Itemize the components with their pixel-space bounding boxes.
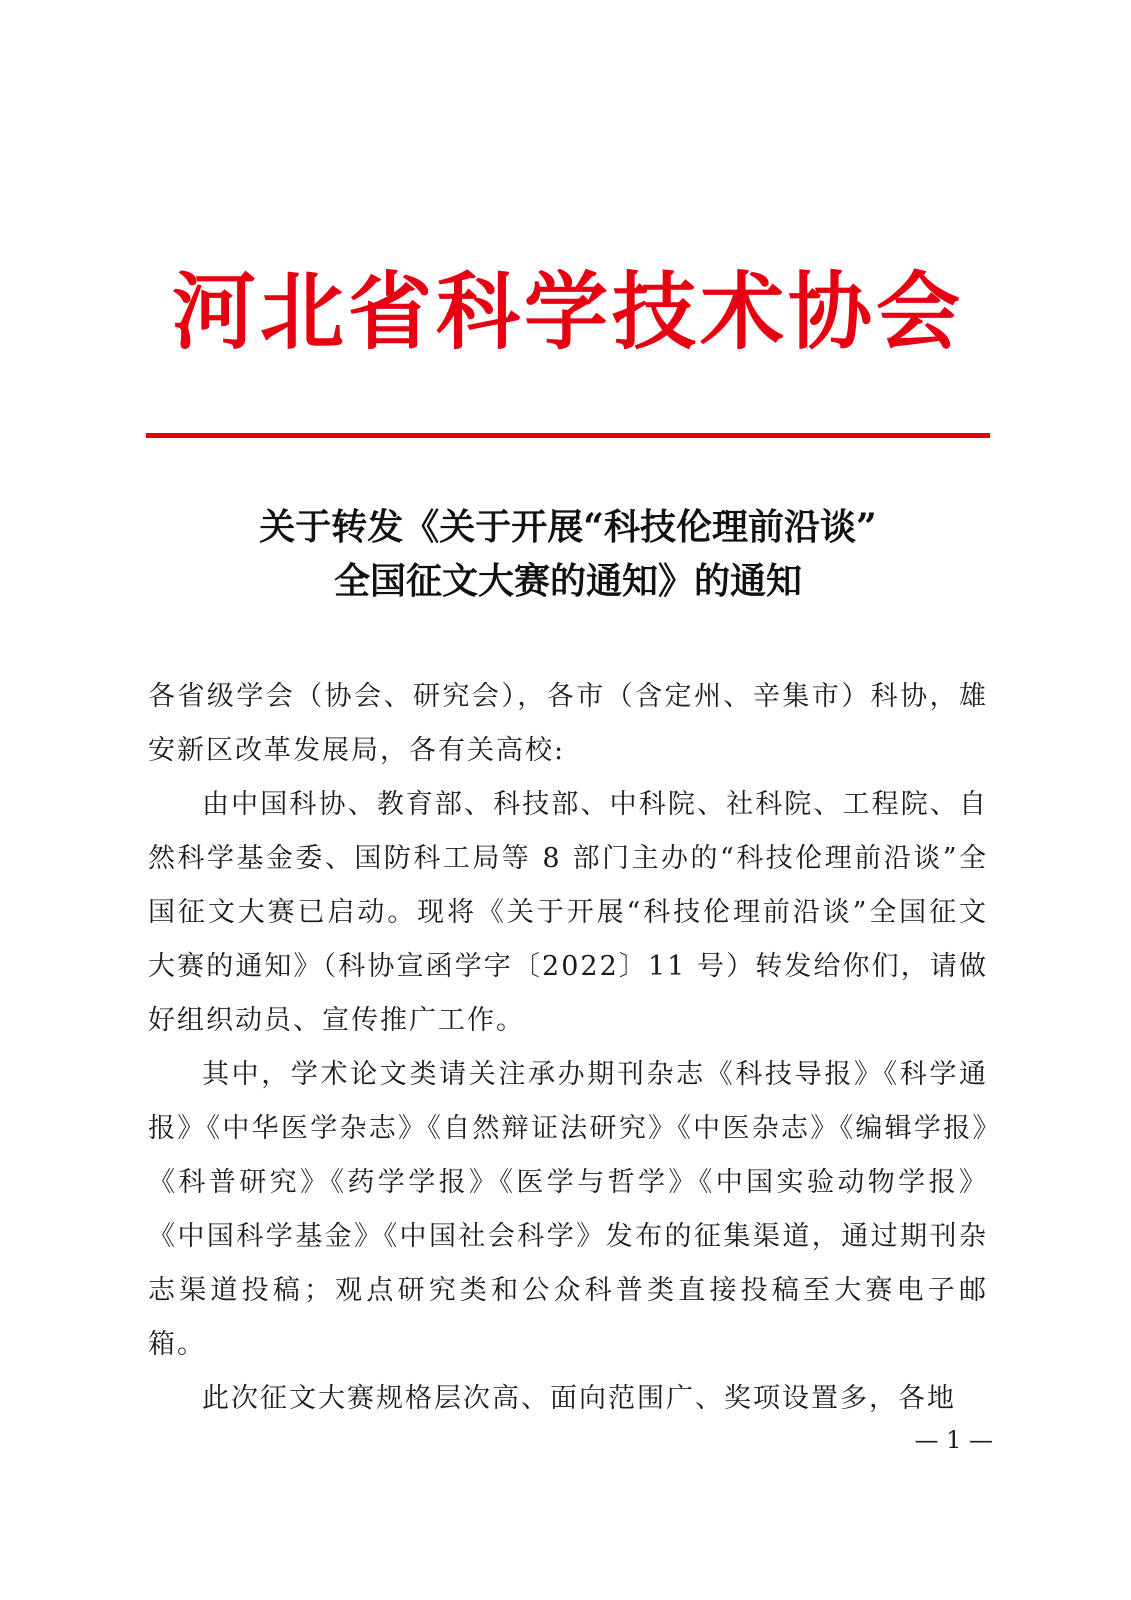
body-paragraph-1: 由中国科协、教育部、科技部、中科院、社科院、工程院、自然科学基金委、国防科工局等 8 部门主办的“科技伦理前沿谈”全国征文大赛已启动。现将《关于开展“科技伦理前沿谈”全国征文大赛的通知》（科协宣函学字〔2022〕11 号）转发给你们，请做好组织动员、宣传推广工作。: [148, 789, 988, 1036]
red-header-rule: [146, 433, 990, 438]
body-paragraph-2: 其中，学术论文类请关注承办期刊杂志《科技导报》《科学通报》《中华医学杂志》《自然辩证法研究》《中医杂志》《编辑学报》《科普研究》《药学学报》《医学与哲学》《中国实验动物学报》《中国科学基金》《中国社会科学》发布的征集渠道，通过期刊杂志渠道投稿；观点研究类和公众科普类直接投稿至大赛电子邮箱。: [148, 1059, 988, 1360]
document-title-line-2: 全国征文大赛的通知》的通知: [333, 560, 802, 602]
document-title: [146, 500, 990, 608]
body-paragraph-3: 此次征文大赛规格层次高、面向范围广、奖项设置多，各地: [202, 1383, 956, 1414]
salutation: 各省级学会（协会、研究会），各市（含定州、辛集市）科协，雄安新区改革发展局，各有关高校:: [148, 681, 988, 766]
page-number: — 1 —: [914, 1426, 993, 1454]
document-title-line-1: 关于转发《关于开展“科技伦理前沿谈”: [259, 506, 877, 548]
masthead-org-name: 河北省科学技术协会: [171, 263, 964, 361]
document-body: [148, 670, 988, 1426]
